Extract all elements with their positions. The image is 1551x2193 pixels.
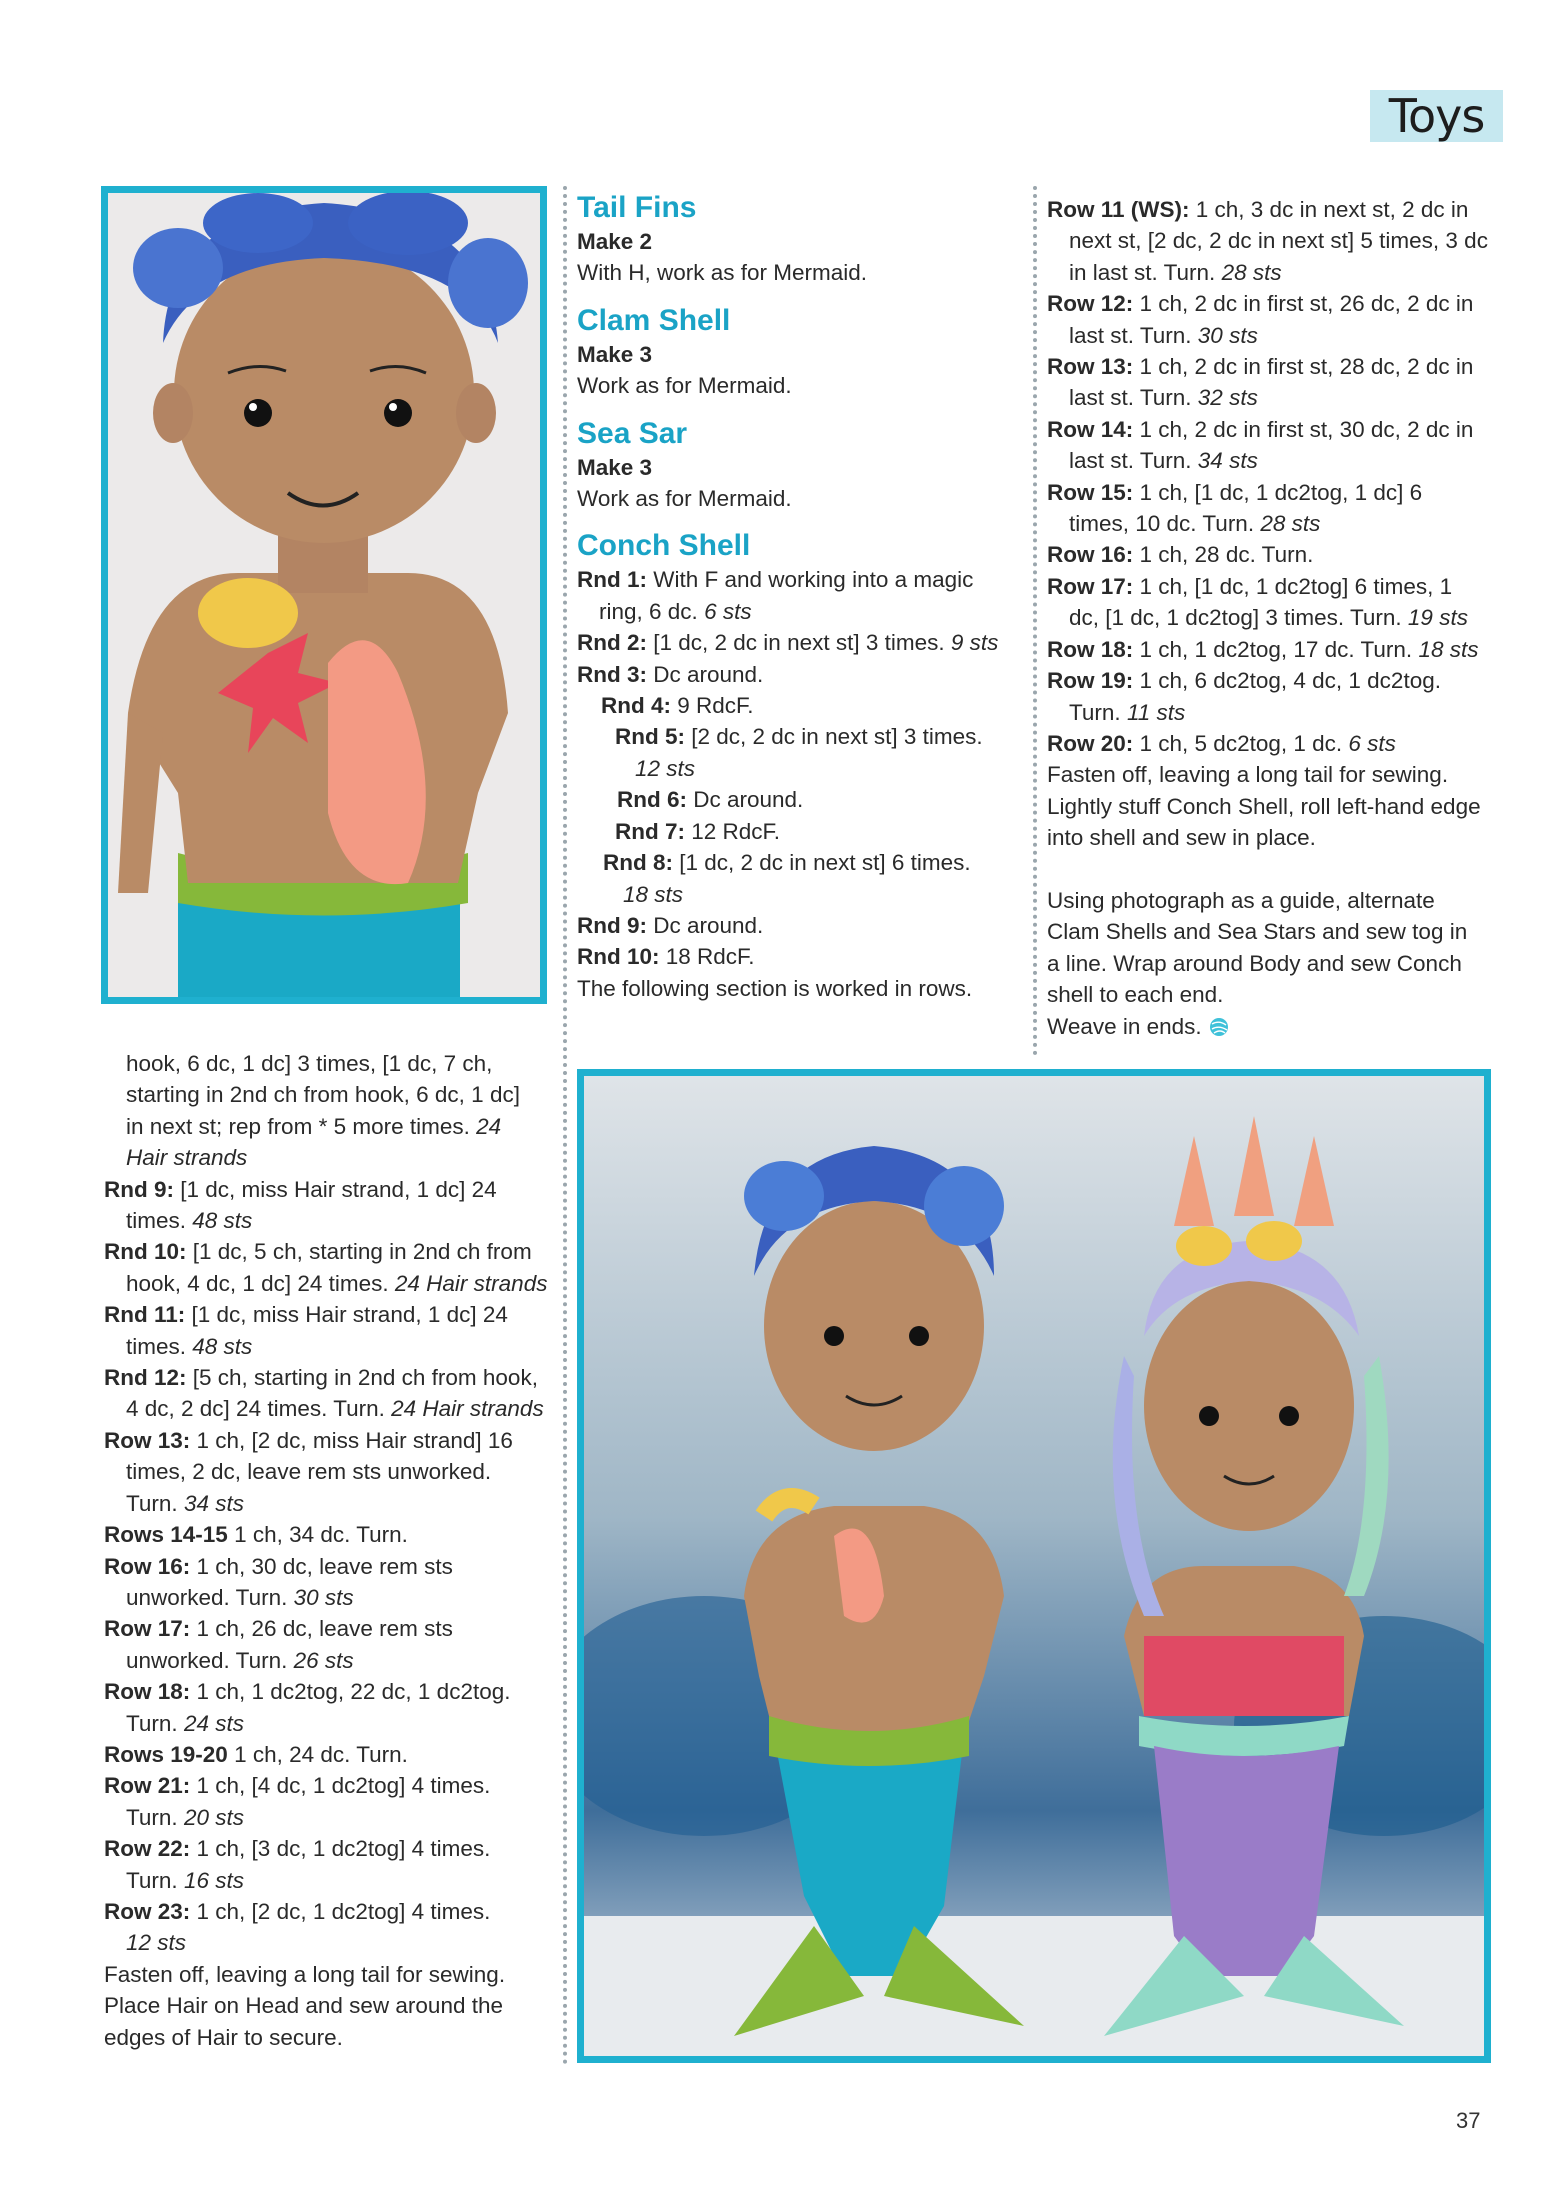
section-heading: Sea Sar — [577, 416, 688, 450]
row-label: Row 14: — [1047, 416, 1134, 442]
page-number: 37 — [1456, 2108, 1481, 2133]
pattern-line — [104, 1770, 564, 1801]
instruction-text: Dc around. — [647, 912, 764, 938]
stitch-count: 24 sts — [183, 1710, 244, 1736]
section-gap — [577, 402, 1022, 416]
mermaid-dolls-photo — [577, 1069, 1491, 2063]
instruction-text: Clam Shells and Sea Stars and sew tog in — [1047, 919, 1468, 945]
pattern-line — [577, 257, 1022, 288]
instruction-text: 1 ch, [2 dc, 1 dc2tog] 4 times. — [190, 1898, 491, 1924]
instruction-text: [1 dc, miss Hair strand, 1 dc] 24 — [174, 1176, 497, 1202]
row-label: Make 3 — [577, 454, 653, 480]
column-right — [1047, 194, 1517, 1042]
instruction-text: 1 ch, 2 dc in first st, 30 dc, 2 dc in — [1133, 416, 1474, 442]
instruction-text: in next st; rep from * 5 more times. — [126, 1113, 477, 1139]
section-gap — [577, 289, 1022, 303]
instruction-text: Turn. — [126, 1710, 184, 1736]
row-label: Rnd 10: — [104, 1239, 187, 1265]
stitch-count: 48 sts — [192, 1333, 253, 1359]
pattern-line — [1047, 382, 1517, 413]
pattern-line — [104, 1331, 564, 1362]
row-label: Rnd 10: — [577, 944, 660, 970]
row-label: Row 23: — [104, 1898, 191, 1924]
row-label: Row 17: — [104, 1616, 191, 1642]
pattern-line — [1047, 225, 1517, 256]
instruction-text: hook, 6 dc, 1 dc] 3 times, [1 dc, 7 ch, — [126, 1051, 493, 1076]
row-label: Rnd 9: — [577, 912, 647, 938]
stitch-count: 12 sts — [126, 1930, 187, 1956]
instruction-text: times, 2 dc, leave rem sts unworked. — [126, 1459, 492, 1485]
row-label: Rnd 5: — [615, 724, 685, 750]
pattern-line — [1047, 759, 1517, 790]
pattern-line — [577, 226, 1022, 257]
section-heading: Tail Fins — [577, 191, 697, 224]
row-label: Rows 19-20 — [104, 1741, 228, 1767]
pattern-line — [104, 1739, 564, 1770]
row-label: Rnd 8: — [603, 850, 673, 876]
row-label: Row 12: — [1047, 291, 1134, 317]
instruction-text: shell to each end. — [1047, 982, 1224, 1008]
pattern-line — [1047, 477, 1517, 508]
pattern-line — [577, 910, 1022, 941]
instruction-text: 1 ch, 1 dc2tog, 22 dc, 1 dc2tog. — [190, 1679, 511, 1705]
pattern-line — [104, 1613, 564, 1644]
stitch-count: 34 sts — [183, 1490, 244, 1516]
instruction-text: Using photograph as a guide, alternate — [1047, 887, 1435, 913]
stitch-count: 28 sts — [1221, 259, 1282, 285]
row-label: Row 20: — [1047, 730, 1134, 756]
stitch-count: 6 sts — [704, 598, 752, 624]
section-gap — [577, 514, 1022, 528]
row-label: Row 13: — [104, 1427, 191, 1453]
instruction-text: 1 ch, 28 dc. Turn. — [1133, 542, 1314, 568]
row-label: Rnd 6: — [617, 787, 687, 813]
instruction-text: [1 dc, 2 dc in next st] 6 times. — [673, 850, 971, 876]
instruction-text: 12 RdcF. — [685, 818, 781, 844]
pattern-line — [1047, 634, 1517, 665]
row-label: Rnd 4: — [601, 693, 671, 719]
instruction-text: starting in 2nd ch from hook, 6 dc, 1 dc] — [126, 1082, 520, 1108]
pattern-line — [104, 1393, 564, 1424]
pattern-line — [1047, 665, 1517, 696]
row-label: Row 16: — [104, 1553, 191, 1579]
pattern-line — [1047, 1011, 1517, 1042]
pattern-line — [104, 1079, 564, 1110]
instruction-text: Dc around. — [647, 661, 764, 687]
column-divider-right — [1033, 186, 1037, 1056]
pattern-line — [104, 1456, 564, 1487]
pattern-line — [104, 1519, 564, 1550]
pattern-line — [577, 370, 1022, 401]
pattern-line — [104, 1865, 564, 1896]
pattern-line — [1047, 445, 1517, 476]
stitch-count: 34 sts — [1197, 448, 1258, 474]
stitch-count: 18 sts — [623, 881, 684, 907]
instruction-text: With H, work as for Mermaid. — [577, 260, 868, 286]
stitch-count: 20 sts — [183, 1804, 244, 1830]
stitch-count: 24 — [476, 1113, 502, 1139]
instruction-text: Fasten off, leaving a long tail for sewing. — [104, 1961, 506, 1987]
row-label: Rnd 1: — [577, 567, 647, 593]
pattern-line — [577, 941, 1022, 972]
pattern-line — [1047, 885, 1517, 916]
instruction-text: Turn. — [126, 1490, 184, 1516]
pattern-line — [104, 1833, 564, 1864]
pattern-line — [1047, 194, 1517, 225]
pattern-line — [577, 452, 1022, 483]
row-label: Make 2 — [577, 229, 653, 254]
pattern-line — [577, 659, 1022, 690]
stitch-count: 19 sts — [1407, 605, 1468, 631]
instruction-text: Turn. — [126, 1804, 184, 1830]
pattern-line — [1047, 539, 1517, 570]
instruction-text: Weave in ends. — [1047, 1013, 1208, 1039]
column-left — [104, 1048, 564, 2053]
instruction-text: 18 RdcF. — [659, 944, 755, 970]
instruction-text: last st. Turn. — [1069, 385, 1198, 411]
instruction-text: The following section is worked in rows. — [577, 975, 973, 1001]
instruction-text: ring, 6 dc. — [599, 598, 705, 624]
instruction-text: a line. Wrap around Body and sew Conch — [1047, 950, 1462, 976]
row-label: Rnd 9: — [104, 1176, 174, 1202]
pattern-line — [104, 1362, 564, 1393]
pattern-line — [577, 816, 1022, 847]
yarn-ball-icon — [1208, 1014, 1230, 1039]
instruction-text: Turn. — [126, 1867, 184, 1893]
pattern-line — [104, 1959, 564, 1990]
pattern-line — [1047, 791, 1517, 822]
instruction-text: Turn. — [1069, 699, 1127, 725]
instruction-text: unworked. Turn. — [126, 1647, 294, 1673]
row-label: Rows 14-15 — [104, 1522, 228, 1548]
row-label: Rnd 12: — [104, 1365, 187, 1391]
pattern-line — [1047, 948, 1517, 979]
instruction-text: With F and working into a magic — [647, 567, 974, 593]
pattern-line — [104, 1048, 564, 1079]
instruction-text: 1 ch, [1 dc, 1 dc2tog] 6 times, 1 — [1133, 573, 1453, 599]
pattern-line — [104, 1582, 564, 1613]
stitch-count: 24 Hair strands — [394, 1270, 548, 1296]
pattern-line — [104, 1299, 564, 1330]
instruction-text: [1 dc, 2 dc in next st] 3 times. — [647, 630, 951, 656]
pattern-line — [1047, 822, 1517, 853]
row-label: Make 3 — [577, 341, 653, 367]
pattern-line — [104, 1205, 564, 1236]
pattern-line — [104, 1708, 564, 1739]
pattern-line — [577, 753, 1022, 784]
pattern-line — [1047, 602, 1517, 633]
pattern-line — [1047, 697, 1517, 728]
pattern-line — [104, 1645, 564, 1676]
instruction-text: 1 ch, 2 dc in first st, 26 dc, 2 dc in — [1133, 291, 1474, 317]
instruction-text: 1 ch, 24 dc. Turn. — [227, 1741, 408, 1767]
pattern-line — [577, 627, 1022, 658]
instruction-text: [1 dc, 5 ch, starting in 2nd ch from — [186, 1239, 532, 1265]
row-label: Rnd 7: — [615, 818, 685, 844]
pattern-line — [104, 1268, 564, 1299]
pattern-line — [104, 1551, 564, 1582]
pattern-line — [577, 596, 1022, 627]
pattern-line — [577, 339, 1022, 370]
row-label: Row 16: — [1047, 542, 1134, 568]
pattern-line — [1047, 571, 1517, 602]
instruction-text: last st. Turn. — [1069, 322, 1198, 348]
pattern-line — [1047, 508, 1517, 539]
instruction-text: 1 ch, 26 dc, leave rem sts — [190, 1616, 453, 1642]
pattern-line — [577, 784, 1022, 815]
row-label: Rnd 2: — [577, 630, 647, 656]
instruction-text: 1 ch, 6 dc2tog, 4 dc, 1 dc2tog. — [1133, 668, 1441, 694]
pattern-line — [104, 1802, 564, 1833]
pattern-line — [104, 1174, 564, 1205]
instruction-text: Lightly stuff Conch Shell, roll left-hand edge — [1047, 793, 1481, 819]
instruction-text: in last st. Turn. — [1069, 259, 1222, 285]
pattern-line — [577, 879, 1022, 910]
instruction-text: 1 ch, 1 dc2tog, 17 dc. Turn. — [1133, 636, 1419, 662]
instruction-text: unworked. Turn. — [126, 1584, 294, 1610]
stitch-count: 16 sts — [183, 1867, 244, 1893]
stitch-count: 18 sts — [1418, 636, 1479, 662]
row-label: Rnd 3: — [577, 661, 647, 687]
instruction-text: dc, [1 dc, 1 dc2tog] 3 times. Turn. — [1069, 605, 1408, 631]
instruction-text: times, 10 dc. Turn. — [1069, 511, 1261, 537]
instruction-text: hook, 4 dc, 1 dc] 24 times. — [126, 1270, 395, 1296]
pattern-line — [1047, 351, 1517, 382]
stitch-count: 26 sts — [293, 1647, 354, 1673]
stitch-count: 30 sts — [1197, 322, 1258, 348]
instruction-text: 4 dc, 2 dc] 24 times. Turn. — [126, 1396, 392, 1422]
row-label: Row 13: — [1047, 354, 1134, 380]
blank-line — [1047, 854, 1517, 885]
pattern-line — [577, 973, 1022, 1004]
instruction-text: last st. Turn. — [1069, 448, 1198, 474]
instruction-text: 1 ch, 2 dc in first st, 28 dc, 2 dc in — [1133, 354, 1474, 380]
stitch-count: 32 sts — [1197, 385, 1258, 411]
pattern-line — [1047, 979, 1517, 1010]
instruction-text: edges of Hair to secure. — [104, 2024, 343, 2050]
pattern-line — [104, 1111, 564, 1142]
instruction-text: 1 ch, 30 dc, leave rem sts — [190, 1553, 453, 1579]
instruction-text: 1 ch, [1 dc, 1 dc2tog, 1 dc] 6 — [1133, 479, 1423, 505]
pattern-line — [1047, 288, 1517, 319]
instruction-text: into shell and sew in place. — [1047, 825, 1316, 851]
instruction-text: 1 ch, 3 dc in next st, 2 dc in — [1189, 197, 1469, 222]
row-label: Rnd 11: — [104, 1302, 186, 1328]
instruction-text: Fasten off, leaving a long tail for sewing. — [1047, 762, 1449, 788]
pattern-line — [577, 690, 1022, 721]
row-label: Row 18: — [104, 1679, 191, 1705]
pattern-line — [577, 564, 1022, 595]
stitch-count: 48 sts — [192, 1208, 253, 1234]
instruction-text: [2 dc, 2 dc in next st] 3 times. — [685, 724, 983, 750]
pattern-line — [104, 1990, 564, 2021]
stitch-count: 11 sts — [1126, 699, 1186, 725]
stitch-count: 12 sts — [635, 755, 696, 781]
column-middle — [577, 190, 1022, 1004]
instruction-text: 9 RdcF. — [671, 693, 754, 719]
instruction-text: 1 ch, 5 dc2tog, 1 dc. — [1133, 730, 1349, 756]
instruction-text: Dc around. — [687, 787, 804, 813]
row-label: Row 15: — [1047, 479, 1134, 505]
instruction-text: Work as for Mermaid. — [577, 486, 792, 512]
stitch-count: 28 sts — [1260, 511, 1321, 537]
pattern-line — [1047, 414, 1517, 445]
row-label: Row 19: — [1047, 668, 1134, 694]
pattern-line — [1047, 728, 1517, 759]
instruction-text: 1 ch, [2 dc, miss Hair strand] 16 — [190, 1427, 513, 1453]
pattern-line — [1047, 320, 1517, 351]
section-heading: Clam Shell — [577, 303, 731, 337]
section-heading: Conch Shell — [577, 529, 751, 563]
instruction-text: 1 ch, 34 dc. Turn. — [227, 1522, 408, 1548]
row-label: Row 22: — [104, 1836, 191, 1862]
pattern-line — [104, 1676, 564, 1707]
merman-closeup-photo — [101, 186, 547, 1004]
pattern-line — [1047, 257, 1517, 288]
instruction-text: next st, [2 dc, 2 dc in next st] 5 times, 3 dc — [1069, 228, 1488, 254]
instruction-text: 1 ch, [4 dc, 1 dc2tog] 4 times. — [190, 1773, 491, 1799]
stitch-count: 6 sts — [1348, 730, 1396, 756]
row-label: Row 18: — [1047, 636, 1134, 662]
instruction-text: 1 ch, [3 dc, 1 dc2tog] 4 times. — [190, 1836, 491, 1862]
pattern-line — [104, 1927, 564, 1958]
stitch-count: Hair strands — [126, 1145, 248, 1171]
instruction-text: [1 dc, miss Hair strand, 1 dc] 24 — [185, 1302, 508, 1328]
pattern-line — [104, 1236, 564, 1267]
stitch-count: 24 Hair strands — [391, 1396, 544, 1422]
pattern-line — [104, 1425, 564, 1456]
instruction-text: Place Hair on Head and sew around the — [104, 1993, 504, 2019]
instruction-text: times. — [126, 1208, 193, 1234]
row-label: Row 11 (WS): — [1047, 197, 1190, 222]
row-label: Row 17: — [1047, 573, 1134, 599]
pattern-line — [104, 1896, 564, 1927]
instruction-text: Work as for Mermaid. — [577, 373, 792, 399]
row-label: Row 21: — [104, 1773, 191, 1799]
instruction-text: times. — [126, 1333, 193, 1359]
pattern-line — [577, 483, 1022, 514]
pattern-line — [577, 721, 1022, 752]
pattern-line — [1047, 916, 1517, 947]
section-tag: Toys — [1370, 90, 1503, 142]
pattern-line — [104, 1488, 564, 1519]
stitch-count: 30 sts — [293, 1584, 354, 1610]
pattern-line — [104, 2022, 564, 2053]
pattern-line — [577, 847, 1022, 878]
instruction-text: [5 ch, starting in 2nd ch from hook, — [186, 1365, 538, 1391]
stitch-count: 9 sts — [950, 630, 999, 656]
pattern-line — [104, 1142, 564, 1173]
